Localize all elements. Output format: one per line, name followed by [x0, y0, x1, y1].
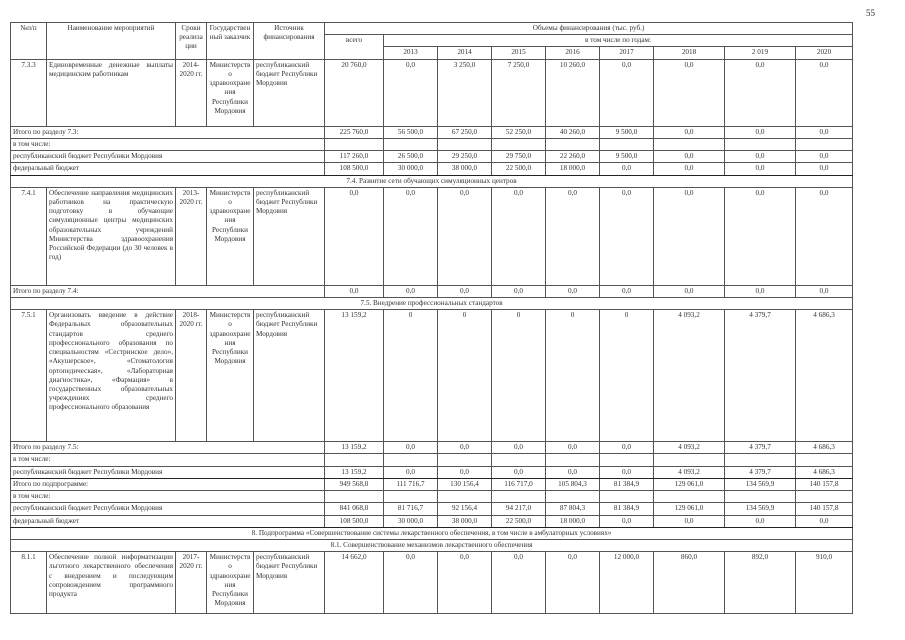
- cell-value: 0,0: [438, 285, 492, 297]
- cell-total: 20 760,0: [325, 59, 384, 126]
- cell-value: 30 000,0: [384, 163, 438, 175]
- total-label: Итого по разделу 7.5:: [11, 442, 325, 454]
- federal-budget-label: федеральный бюджет: [11, 515, 325, 527]
- cell-value: 30 000,0: [384, 515, 438, 527]
- cell-value: 0,0: [654, 187, 725, 285]
- cell-value: 134 569,9: [725, 503, 796, 515]
- cell-value: 94 217,0: [492, 503, 546, 515]
- header-year: 2016: [546, 47, 600, 59]
- cell-value: 140 157,8: [796, 478, 853, 490]
- cell-value: 0,0: [725, 187, 796, 285]
- cell-value: 0: [438, 310, 492, 442]
- cell-total: 0,0: [325, 187, 384, 285]
- cell-value: 0,0: [492, 187, 546, 285]
- federal-budget-label: федеральный бюджет: [11, 163, 325, 175]
- cell-total: 14 662,0: [325, 552, 384, 614]
- cell-value: 0,0: [600, 187, 654, 285]
- header-year: 2013: [384, 47, 438, 59]
- cell-value: 129 061,0: [654, 478, 725, 490]
- cell-value: 0,0: [438, 442, 492, 454]
- cell-value: 40 260,0: [546, 126, 600, 138]
- cell-value: 0,0: [725, 163, 796, 175]
- header-year: 2020: [796, 47, 853, 59]
- republic-budget-label: республиканский бюджет Республики Мордовия: [11, 466, 325, 478]
- republic-budget-label: республиканский бюджет Республики Мордовия: [11, 151, 325, 163]
- cell-value: 910,0: [796, 552, 853, 614]
- cell-value: 0,0: [600, 466, 654, 478]
- cell-value: 0,0: [546, 466, 600, 478]
- table-row: [11, 491, 853, 503]
- cell-value: 38 000,0: [438, 163, 492, 175]
- customer: Министерство здравоохранения Республики Мордовия: [207, 187, 254, 285]
- cell-value: 0,0: [492, 552, 546, 614]
- table-row: [11, 454, 853, 466]
- cell-value: 0,0: [600, 442, 654, 454]
- total-label: Итого по разделу 7.3:: [11, 126, 325, 138]
- section-title: 7.4. Развитие сети обучающих симуляционных центров: [11, 175, 853, 187]
- total-label: Итого по подпрограмме:: [11, 478, 325, 490]
- subprogram-title: 8. Подпрограмма «Совершенствование системы лекарственного обеспечения, в том числе в амбулаторных условиях»: [11, 527, 853, 539]
- cell-value: 0,0: [384, 187, 438, 285]
- cell-value: 0,0: [492, 285, 546, 297]
- cell-value: 0,0: [600, 59, 654, 126]
- header-term: Сроки реализации: [176, 23, 207, 60]
- cell-total: 949 568,0: [325, 478, 384, 490]
- cell-value: 0,0: [438, 466, 492, 478]
- header-source: Источник финансирования: [254, 23, 325, 60]
- cell-value: 0,0: [654, 163, 725, 175]
- cell-value: 0,0: [725, 515, 796, 527]
- cell-value: 860,0: [654, 552, 725, 614]
- cell-value: 0,0: [654, 285, 725, 297]
- customer: Министерство здравоохранения Республики Мордовия: [207, 552, 254, 614]
- table-row: [11, 285, 853, 297]
- cell-value: 0,0: [546, 187, 600, 285]
- cell-total: 108 500,0: [325, 515, 384, 527]
- cell-value: 0,0: [384, 442, 438, 454]
- cell-value: 81 384,9: [600, 503, 654, 515]
- header-num: №п/п: [11, 23, 47, 60]
- table-row: [11, 310, 853, 442]
- including-label: в том числе:: [11, 491, 325, 503]
- cell-value: 0,0: [384, 285, 438, 297]
- funding-source: республиканский бюджет Республики Мордовия: [254, 187, 325, 285]
- cell-value: 0,0: [438, 552, 492, 614]
- cell-value: 29 750,0: [492, 151, 546, 163]
- cell-value: 130 156,4: [438, 478, 492, 490]
- cell-value: 0,0: [725, 126, 796, 138]
- cell-value: 105 804,3: [546, 478, 600, 490]
- cell-value: 0,0: [384, 59, 438, 126]
- cell-value: 0: [546, 310, 600, 442]
- header-year: 2015: [492, 47, 546, 59]
- cell-value: 111 716,7: [384, 478, 438, 490]
- cell-value: 0,0: [725, 285, 796, 297]
- cell-value: 18 000,0: [546, 163, 600, 175]
- section-row: [11, 527, 853, 539]
- header-name: Наименование мероприятий: [47, 23, 176, 60]
- cell-value: 0,0: [546, 552, 600, 614]
- header-total: всего: [325, 35, 384, 59]
- table-row: [11, 163, 853, 175]
- header-customer: Государственный заказчик: [207, 23, 254, 60]
- section-title: 8.1. Совершенствование механизмов лекарственного обеспечения: [11, 539, 853, 551]
- funding-source: республиканский бюджет Республики Мордовия: [254, 552, 325, 614]
- customer: Министерство здравоохранения Республики Мордовия: [207, 310, 254, 442]
- cell-value: 4 379,7: [725, 466, 796, 478]
- header-volumes: Объемы финансирования (тыс. руб.): [325, 23, 853, 35]
- page-number: 55: [866, 8, 875, 18]
- term: 2014-2020 гг.: [176, 59, 207, 126]
- term: 2017-2020 гг.: [176, 552, 207, 614]
- cell-value: 134 569,9: [725, 478, 796, 490]
- activity-name: Единовременные денежные выплаты медицинским работникам: [47, 59, 176, 126]
- cell-total: 13 159,2: [325, 442, 384, 454]
- including-label: в том числе:: [11, 138, 325, 150]
- cell-value: 56 500,0: [384, 126, 438, 138]
- cell-value: 116 717,0: [492, 478, 546, 490]
- cell-value: 22 500,0: [492, 163, 546, 175]
- financing-table: [10, 22, 853, 614]
- term: 2018-2020 гг.: [176, 310, 207, 442]
- cell-total: 13 159,2: [325, 310, 384, 442]
- cell-value: 4 686,3: [796, 466, 853, 478]
- activity-name: Организовать введение в действие Федеральных образовательных стандартов среднего профессионального образования по специальностям «Сестринское дело», «Акушерское», «Стоматология ортопедическая», «Лабораторная диагностика», «Фармация» в государственных образовательных учреждениях среднего профессионального образования: [47, 310, 176, 442]
- cell-value: 4 686,3: [796, 310, 853, 442]
- cell-value: 892,0: [725, 552, 796, 614]
- activity-name: Обеспечение полной информатизации льготного лекарственного обеспечения с внедрением и последующим сопровождением программного продукта: [47, 552, 176, 614]
- cell-value: 0,0: [796, 187, 853, 285]
- total-label: Итого по разделу 7.4:: [11, 285, 325, 297]
- cell-value: 9 500,0: [600, 151, 654, 163]
- cell-value: 0,0: [654, 126, 725, 138]
- cell-value: 129 061,0: [654, 503, 725, 515]
- cell-total: 117 260,0: [325, 151, 384, 163]
- cell-value: 4 093,2: [654, 466, 725, 478]
- cell-value: 0,0: [796, 126, 853, 138]
- cell-value: 4 379,7: [725, 442, 796, 454]
- cell-value: 26 500,0: [384, 151, 438, 163]
- cell-value: 0,0: [600, 163, 654, 175]
- cell-value: 4 093,2: [654, 310, 725, 442]
- cell-value: 67 250,0: [438, 126, 492, 138]
- cell-value: 10 260,0: [546, 59, 600, 126]
- row-number: 8.1.1: [11, 552, 47, 614]
- cell-value: 22 500,0: [492, 515, 546, 527]
- cell-total: 108 500,0: [325, 163, 384, 175]
- cell-value: 0,0: [384, 466, 438, 478]
- header-year: 2017: [600, 47, 654, 59]
- cell-value: 4 379,7: [725, 310, 796, 442]
- cell-total: 225 760,0: [325, 126, 384, 138]
- section-title: 7.5. Внедрение профессиональных стандартов: [11, 297, 853, 309]
- cell-value: 0,0: [654, 151, 725, 163]
- cell-value: 0: [384, 310, 438, 442]
- cell-value: 0,0: [725, 59, 796, 126]
- funding-source: республиканский бюджет Республики Мордовия: [254, 310, 325, 442]
- cell-value: 0,0: [725, 151, 796, 163]
- table-row: [11, 59, 853, 126]
- cell-value: 0,0: [654, 515, 725, 527]
- header-year: 2014: [438, 47, 492, 59]
- cell-value: 7 250,0: [492, 59, 546, 126]
- table-row: [11, 466, 853, 478]
- cell-value: 0,0: [796, 59, 853, 126]
- cell-value: 29 250,0: [438, 151, 492, 163]
- cell-value: 0: [600, 310, 654, 442]
- cell-total: 13 159,2: [325, 466, 384, 478]
- table-row: [11, 503, 853, 515]
- cell-value: 0,0: [796, 285, 853, 297]
- table-row: [11, 478, 853, 490]
- section-row: [11, 175, 853, 187]
- cell-value: 12 000,0: [600, 552, 654, 614]
- cell-value: 38 000,0: [438, 515, 492, 527]
- cell-value: 0,0: [654, 59, 725, 126]
- cell-value: 18 000,0: [546, 515, 600, 527]
- header-year: 2 019: [725, 47, 796, 59]
- section-row: [11, 297, 853, 309]
- cell-value: 0,0: [796, 515, 853, 527]
- republic-budget-label: республиканский бюджет Республики Мордовия: [11, 503, 325, 515]
- cell-value: 0,0: [796, 163, 853, 175]
- cell-value: 81 384,9: [600, 478, 654, 490]
- cell-value: 4 686,3: [796, 442, 853, 454]
- cell-value: 81 716,7: [384, 503, 438, 515]
- customer: Министерство здравоохранения Республики Мордовия: [207, 59, 254, 126]
- cell-value: 92 156,4: [438, 503, 492, 515]
- cell-value: 0,0: [384, 552, 438, 614]
- cell-value: 0,0: [546, 285, 600, 297]
- table-row: [11, 138, 853, 150]
- row-number: 7.3.3: [11, 59, 47, 126]
- row-number: 7.5.1: [11, 310, 47, 442]
- cell-value: 0,0: [600, 515, 654, 527]
- cell-value: 0,0: [796, 151, 853, 163]
- cell-value: 9 500,0: [600, 126, 654, 138]
- cell-value: 3 250,0: [438, 59, 492, 126]
- table-row: [11, 151, 853, 163]
- cell-value: 140 157,8: [796, 503, 853, 515]
- cell-value: 22 260,0: [546, 151, 600, 163]
- table-row: [11, 552, 853, 614]
- term: 2013-2020 гг.: [176, 187, 207, 285]
- cell-total: 841 068,0: [325, 503, 384, 515]
- cell-value: 4 093,2: [654, 442, 725, 454]
- section-row: [11, 539, 853, 551]
- cell-value: 0,0: [546, 442, 600, 454]
- cell-value: 0,0: [492, 466, 546, 478]
- activity-name: Обеспечение направления медицинских работников на практическую подготовку в обучающие симуляционные центры медицинских образовательных учреждений Министерства здравоохранения Российской Федерации (до 30 человек в год): [47, 187, 176, 285]
- table-row: [11, 442, 853, 454]
- cell-value: 0,0: [492, 442, 546, 454]
- cell-value: 52 250,0: [492, 126, 546, 138]
- header-year: 2018: [654, 47, 725, 59]
- cell-value: 0,0: [600, 285, 654, 297]
- table-row: [11, 126, 853, 138]
- funding-source: республиканский бюджет Республики Мордовия: [254, 59, 325, 126]
- header-by-years: в том числе по годам:: [384, 35, 853, 47]
- including-label: в том числе:: [11, 454, 325, 466]
- table-row: [11, 515, 853, 527]
- row-number: 7.4.1: [11, 187, 47, 285]
- cell-value: 0,0: [438, 187, 492, 285]
- cell-total: 0,0: [325, 285, 384, 297]
- cell-value: 0: [492, 310, 546, 442]
- cell-value: 87 804,3: [546, 503, 600, 515]
- table-row: [11, 187, 853, 285]
